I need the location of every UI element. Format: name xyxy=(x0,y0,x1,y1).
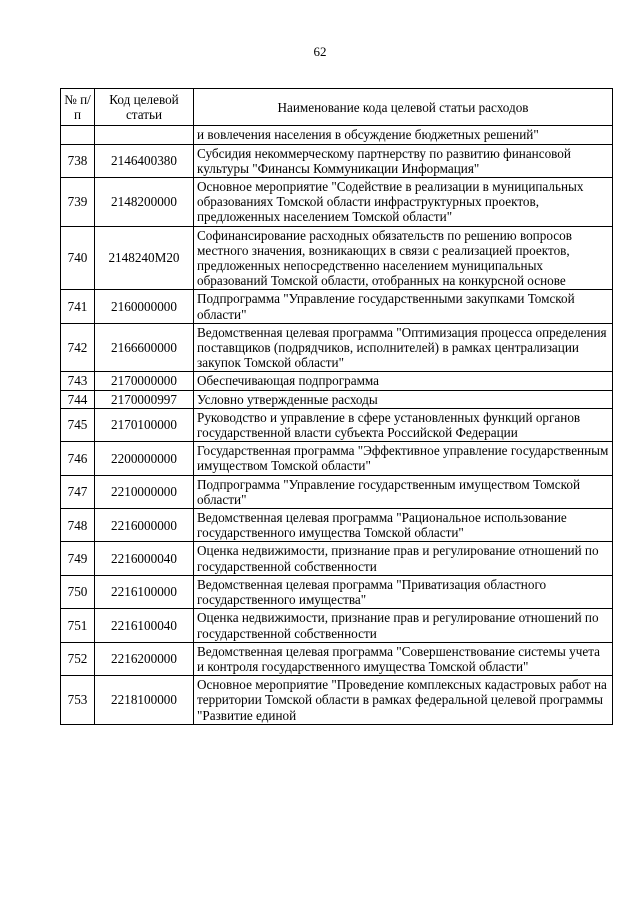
row-number: 740 xyxy=(61,226,95,290)
row-name: Ведомственная целевая программа "Рациональное использование государственного имущества Томской области" xyxy=(194,509,613,542)
row-code: 2170100000 xyxy=(95,408,194,441)
table-row xyxy=(61,126,613,144)
row-name: Руководство и управление в сфере установленных функций органов государственной власти субъекта Российской Федерации xyxy=(194,408,613,441)
row-code: 2216100000 xyxy=(95,575,194,608)
row-name: Ведомственная целевая программа "Совершенствование системы учета и контроля государственного имущества Томской области" xyxy=(194,642,613,675)
table-row xyxy=(61,226,613,290)
row-code: 2160000000 xyxy=(95,290,194,323)
row-number: 747 xyxy=(61,475,95,508)
row-name: Подпрограмма "Управление государственными закупками Томской области" xyxy=(194,290,613,323)
budget-codes-table xyxy=(60,88,613,725)
row-code: 2216000000 xyxy=(95,509,194,542)
row-number: 742 xyxy=(61,323,95,372)
row-number: 753 xyxy=(61,676,95,725)
table-row xyxy=(61,372,613,390)
row-number: 738 xyxy=(61,144,95,177)
table-row xyxy=(61,575,613,608)
row-name: Подпрограмма "Управление государственным имуществом Томской области" xyxy=(194,475,613,508)
row-code: 2218100000 xyxy=(95,676,194,725)
row-code: 2148200000 xyxy=(95,178,194,227)
table-row xyxy=(61,509,613,542)
row-name: Оценка недвижимости, признание прав и регулирование отношений по государственной собственности xyxy=(194,542,613,575)
table-row xyxy=(61,390,613,408)
row-number: 751 xyxy=(61,609,95,642)
row-name: Софинансирование расходных обязательств по решению вопросов местного значения, возникающих в связи с реализацией проектов, предложенных непосредственно населением муниципальных образований Томской области, отобранных на конкурсной основе xyxy=(194,226,613,290)
row-code xyxy=(95,126,194,144)
row-code: 2148240М20 xyxy=(95,226,194,290)
row-number: 741 xyxy=(61,290,95,323)
table-body xyxy=(61,126,613,724)
table-row xyxy=(61,642,613,675)
table-row xyxy=(61,290,613,323)
table-row xyxy=(61,609,613,642)
table-row xyxy=(61,676,613,725)
header-num: № п/п xyxy=(61,89,95,126)
table-row xyxy=(61,542,613,575)
row-code: 2200000000 xyxy=(95,442,194,475)
table-row xyxy=(61,408,613,441)
header-code: Код целевой статьи xyxy=(95,89,194,126)
row-number: 746 xyxy=(61,442,95,475)
row-code: 2216100040 xyxy=(95,609,194,642)
row-name: Ведомственная целевая программа "Оптимизация процесса определения поставщиков (подрядчиков, исполнителей) в рамках централизации закупок Томской области" xyxy=(194,323,613,372)
row-number: 739 xyxy=(61,178,95,227)
row-number: 744 xyxy=(61,390,95,408)
row-number: 743 xyxy=(61,372,95,390)
table-row xyxy=(61,323,613,372)
header-name: Наименование кода целевой статьи расходов xyxy=(194,89,613,126)
table-row xyxy=(61,144,613,177)
row-number: 750 xyxy=(61,575,95,608)
row-number: 748 xyxy=(61,509,95,542)
row-code: 2170000000 xyxy=(95,372,194,390)
table-row xyxy=(61,442,613,475)
row-code: 2216000040 xyxy=(95,542,194,575)
row-name: Обеспечивающая подпрограмма xyxy=(194,372,613,390)
row-name: Условно утвержденные расходы xyxy=(194,390,613,408)
table-row xyxy=(61,178,613,227)
row-number: 752 xyxy=(61,642,95,675)
row-number xyxy=(61,126,95,144)
row-name: Ведомственная целевая программа "Приватизация областного государственного имущества" xyxy=(194,575,613,608)
row-name: Оценка недвижимости, признание прав и регулирование отношений по государственной собственности xyxy=(194,609,613,642)
table-header-row xyxy=(61,89,613,126)
row-number: 745 xyxy=(61,408,95,441)
row-name: Основное мероприятие "Проведение комплексных кадастровых работ на территории Томской области в рамках федеральной целевой программы "Развитие единой xyxy=(194,676,613,725)
row-name: Субсидия некоммерческому партнерству по развитию финансовой культуры "Финансы Коммуникации Информация" xyxy=(194,144,613,177)
row-code: 2146400380 xyxy=(95,144,194,177)
row-code: 2166600000 xyxy=(95,323,194,372)
row-name: Основное мероприятие "Содействие в реализации в муниципальных образованиях Томской области инфраструктурных проектов, предложенных населением Томской области" xyxy=(194,178,613,227)
row-name: и вовлечения населения в обсуждение бюджетных решений" xyxy=(194,126,613,144)
row-code: 2210000000 xyxy=(95,475,194,508)
page-number: 62 xyxy=(313,44,327,59)
table-row xyxy=(61,475,613,508)
row-name: Государственная программа "Эффективное управление государственным имуществом Томской области" xyxy=(194,442,613,475)
row-code: 2170000997 xyxy=(95,390,194,408)
row-number: 749 xyxy=(61,542,95,575)
row-code: 2216200000 xyxy=(95,642,194,675)
